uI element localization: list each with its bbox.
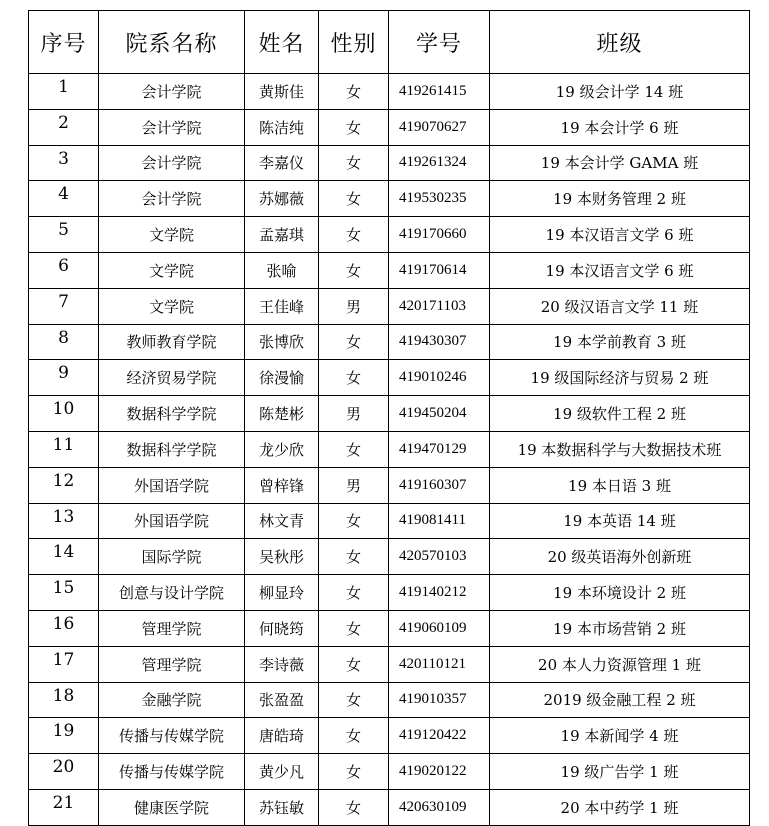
- cell-student-id: 420110121: [389, 646, 490, 682]
- cell-class: 19 本新闻学 4 班: [490, 718, 750, 754]
- cell-class: 19 级会计学 14 班: [490, 74, 750, 110]
- table-row: [29, 575, 750, 611]
- cell-name: 张博欣: [245, 324, 319, 360]
- cell-department: 外国语学院: [99, 503, 245, 539]
- cell-class: 19 本数据科学与大数据技术班: [490, 431, 750, 467]
- cell-class: 20 本人力资源管理 1 班: [490, 646, 750, 682]
- cell-gender: 女: [319, 718, 389, 754]
- cell-student-id: 419060109: [389, 610, 490, 646]
- cell-name: 黄少凡: [245, 754, 319, 790]
- cell-student-id: 420630109: [389, 789, 490, 825]
- header-index: 序号: [29, 11, 99, 74]
- cell-department: 金融学院: [99, 682, 245, 718]
- cell-department: 经济贸易学院: [99, 360, 245, 396]
- cell-name: 孟嘉琪: [245, 217, 319, 253]
- cell-department: 文学院: [99, 252, 245, 288]
- table-row: [29, 181, 750, 217]
- cell-department: 文学院: [99, 217, 245, 253]
- cell-index: 11: [29, 431, 99, 467]
- table-row: [29, 396, 750, 432]
- table-row: [29, 682, 750, 718]
- cell-student-id: 419170660: [389, 217, 490, 253]
- table-row: [29, 217, 750, 253]
- cell-name: 林文青: [245, 503, 319, 539]
- cell-department: 会计学院: [99, 109, 245, 145]
- cell-student-id: 419450204: [389, 396, 490, 432]
- cell-gender: 女: [319, 431, 389, 467]
- cell-class: 2019 级金融工程 2 班: [490, 682, 750, 718]
- table-row: [29, 109, 750, 145]
- cell-class: 20 级英语海外创新班: [490, 539, 750, 575]
- cell-index: 12: [29, 467, 99, 503]
- table-row: [29, 610, 750, 646]
- cell-name: 吴秋彤: [245, 539, 319, 575]
- cell-name: 唐皓琦: [245, 718, 319, 754]
- cell-class: 19 本学前教育 3 班: [490, 324, 750, 360]
- cell-class: 19 本会计学 6 班: [490, 109, 750, 145]
- cell-index: 20: [29, 754, 99, 790]
- table-row: [29, 646, 750, 682]
- cell-student-id: 419530235: [389, 181, 490, 217]
- cell-name: 黄斯佳: [245, 74, 319, 110]
- cell-department: 会计学院: [99, 181, 245, 217]
- cell-student-id: 419261415: [389, 74, 490, 110]
- cell-name: 何晓筠: [245, 610, 319, 646]
- cell-gender: 女: [319, 181, 389, 217]
- cell-gender: 女: [319, 789, 389, 825]
- cell-class: 19 级软件工程 2 班: [490, 396, 750, 432]
- cell-department: 国际学院: [99, 539, 245, 575]
- cell-class: 19 本日语 3 班: [490, 467, 750, 503]
- header-department: 院系名称: [99, 11, 245, 74]
- cell-gender: 男: [319, 396, 389, 432]
- cell-department: 教师教育学院: [99, 324, 245, 360]
- cell-gender: 男: [319, 467, 389, 503]
- cell-class: 20 级汉语言文学 11 班: [490, 288, 750, 324]
- cell-name: 曾梓锋: [245, 467, 319, 503]
- cell-gender: 女: [319, 74, 389, 110]
- cell-name: 陈洁纯: [245, 109, 319, 145]
- cell-gender: 女: [319, 539, 389, 575]
- cell-student-id: 419120422: [389, 718, 490, 754]
- table-row: [29, 503, 750, 539]
- cell-gender: 女: [319, 324, 389, 360]
- cell-index: 14: [29, 539, 99, 575]
- cell-department: 文学院: [99, 288, 245, 324]
- cell-name: 张盈盈: [245, 682, 319, 718]
- header-student-id: 学号: [389, 11, 490, 74]
- table-row: [29, 718, 750, 754]
- cell-student-id: 419020122: [389, 754, 490, 790]
- cell-gender: 男: [319, 288, 389, 324]
- cell-name: 龙少欣: [245, 431, 319, 467]
- cell-department: 会计学院: [99, 74, 245, 110]
- cell-department: 管理学院: [99, 610, 245, 646]
- cell-index: 1: [29, 74, 99, 110]
- cell-student-id: 419010246: [389, 360, 490, 396]
- cell-department: 数据科学学院: [99, 431, 245, 467]
- cell-gender: 女: [319, 217, 389, 253]
- cell-student-id: 419470129: [389, 431, 490, 467]
- cell-name: 李诗薇: [245, 646, 319, 682]
- cell-index: 21: [29, 789, 99, 825]
- cell-department: 外国语学院: [99, 467, 245, 503]
- cell-class: 19 本环境设计 2 班: [490, 575, 750, 611]
- cell-department: 创意与设计学院: [99, 575, 245, 611]
- cell-index: 2: [29, 109, 99, 145]
- table-row: [29, 539, 750, 575]
- cell-index: 4: [29, 181, 99, 217]
- cell-department: 传播与传媒学院: [99, 754, 245, 790]
- cell-gender: 女: [319, 109, 389, 145]
- cell-name: 王佳峰: [245, 288, 319, 324]
- cell-class: 19 本财务管理 2 班: [490, 181, 750, 217]
- table-row: [29, 288, 750, 324]
- cell-student-id: 419070627: [389, 109, 490, 145]
- cell-index: 13: [29, 503, 99, 539]
- cell-name: 柳显玲: [245, 575, 319, 611]
- cell-department: 管理学院: [99, 646, 245, 682]
- cell-class: 20 本中药学 1 班: [490, 789, 750, 825]
- cell-index: 3: [29, 145, 99, 181]
- cell-student-id: 419170614: [389, 252, 490, 288]
- cell-index: 10: [29, 396, 99, 432]
- cell-gender: 女: [319, 575, 389, 611]
- table-row: [29, 145, 750, 181]
- document-page: [28, 10, 750, 826]
- header-class: 班级: [490, 11, 750, 74]
- cell-department: 会计学院: [99, 145, 245, 181]
- cell-index: 17: [29, 646, 99, 682]
- cell-index: 18: [29, 682, 99, 718]
- cell-index: 6: [29, 252, 99, 288]
- table-header-row: [29, 11, 750, 74]
- cell-student-id: 419010357: [389, 682, 490, 718]
- cell-gender: 女: [319, 145, 389, 181]
- cell-class: 19 本汉语言文学 6 班: [490, 217, 750, 253]
- cell-name: 苏钰敏: [245, 789, 319, 825]
- cell-gender: 女: [319, 610, 389, 646]
- cell-gender: 女: [319, 682, 389, 718]
- cell-name: 张喻: [245, 252, 319, 288]
- cell-gender: 女: [319, 646, 389, 682]
- cell-department: 数据科学学院: [99, 396, 245, 432]
- table-row: [29, 789, 750, 825]
- cell-department: 传播与传媒学院: [99, 718, 245, 754]
- cell-student-id: 419081411: [389, 503, 490, 539]
- cell-class: 19 本会计学 GAMA 班: [490, 145, 750, 181]
- cell-student-id: 420570103: [389, 539, 490, 575]
- cell-index: 15: [29, 575, 99, 611]
- cell-name: 徐漫愉: [245, 360, 319, 396]
- cell-student-id: 419430307: [389, 324, 490, 360]
- cell-class: 19 本英语 14 班: [490, 503, 750, 539]
- cell-department: 健康医学院: [99, 789, 245, 825]
- table-row: [29, 324, 750, 360]
- table-body: [29, 74, 750, 826]
- cell-index: 7: [29, 288, 99, 324]
- cell-index: 16: [29, 610, 99, 646]
- header-name: 姓名: [245, 11, 319, 74]
- cell-class: 19 级广告学 1 班: [490, 754, 750, 790]
- cell-name: 陈楚彬: [245, 396, 319, 432]
- table-row: [29, 431, 750, 467]
- cell-student-id: 420171103: [389, 288, 490, 324]
- cell-index: 19: [29, 718, 99, 754]
- cell-name: 苏娜薇: [245, 181, 319, 217]
- cell-student-id: 419261324: [389, 145, 490, 181]
- cell-gender: 女: [319, 252, 389, 288]
- cell-student-id: 419160307: [389, 467, 490, 503]
- cell-index: 8: [29, 324, 99, 360]
- cell-class: 19 本市场营销 2 班: [490, 610, 750, 646]
- table-row: [29, 252, 750, 288]
- table-row: [29, 467, 750, 503]
- cell-name: 李嘉仪: [245, 145, 319, 181]
- cell-class: 19 级国际经济与贸易 2 班: [490, 360, 750, 396]
- cell-student-id: 419140212: [389, 575, 490, 611]
- header-gender: 性别: [319, 11, 389, 74]
- cell-gender: 女: [319, 503, 389, 539]
- table-row: [29, 360, 750, 396]
- table-row: [29, 74, 750, 110]
- cell-class: 19 本汉语言文学 6 班: [490, 252, 750, 288]
- cell-index: 5: [29, 217, 99, 253]
- cell-gender: 女: [319, 360, 389, 396]
- student-table: [28, 10, 750, 826]
- table-row: [29, 754, 750, 790]
- cell-gender: 女: [319, 754, 389, 790]
- cell-index: 9: [29, 360, 99, 396]
